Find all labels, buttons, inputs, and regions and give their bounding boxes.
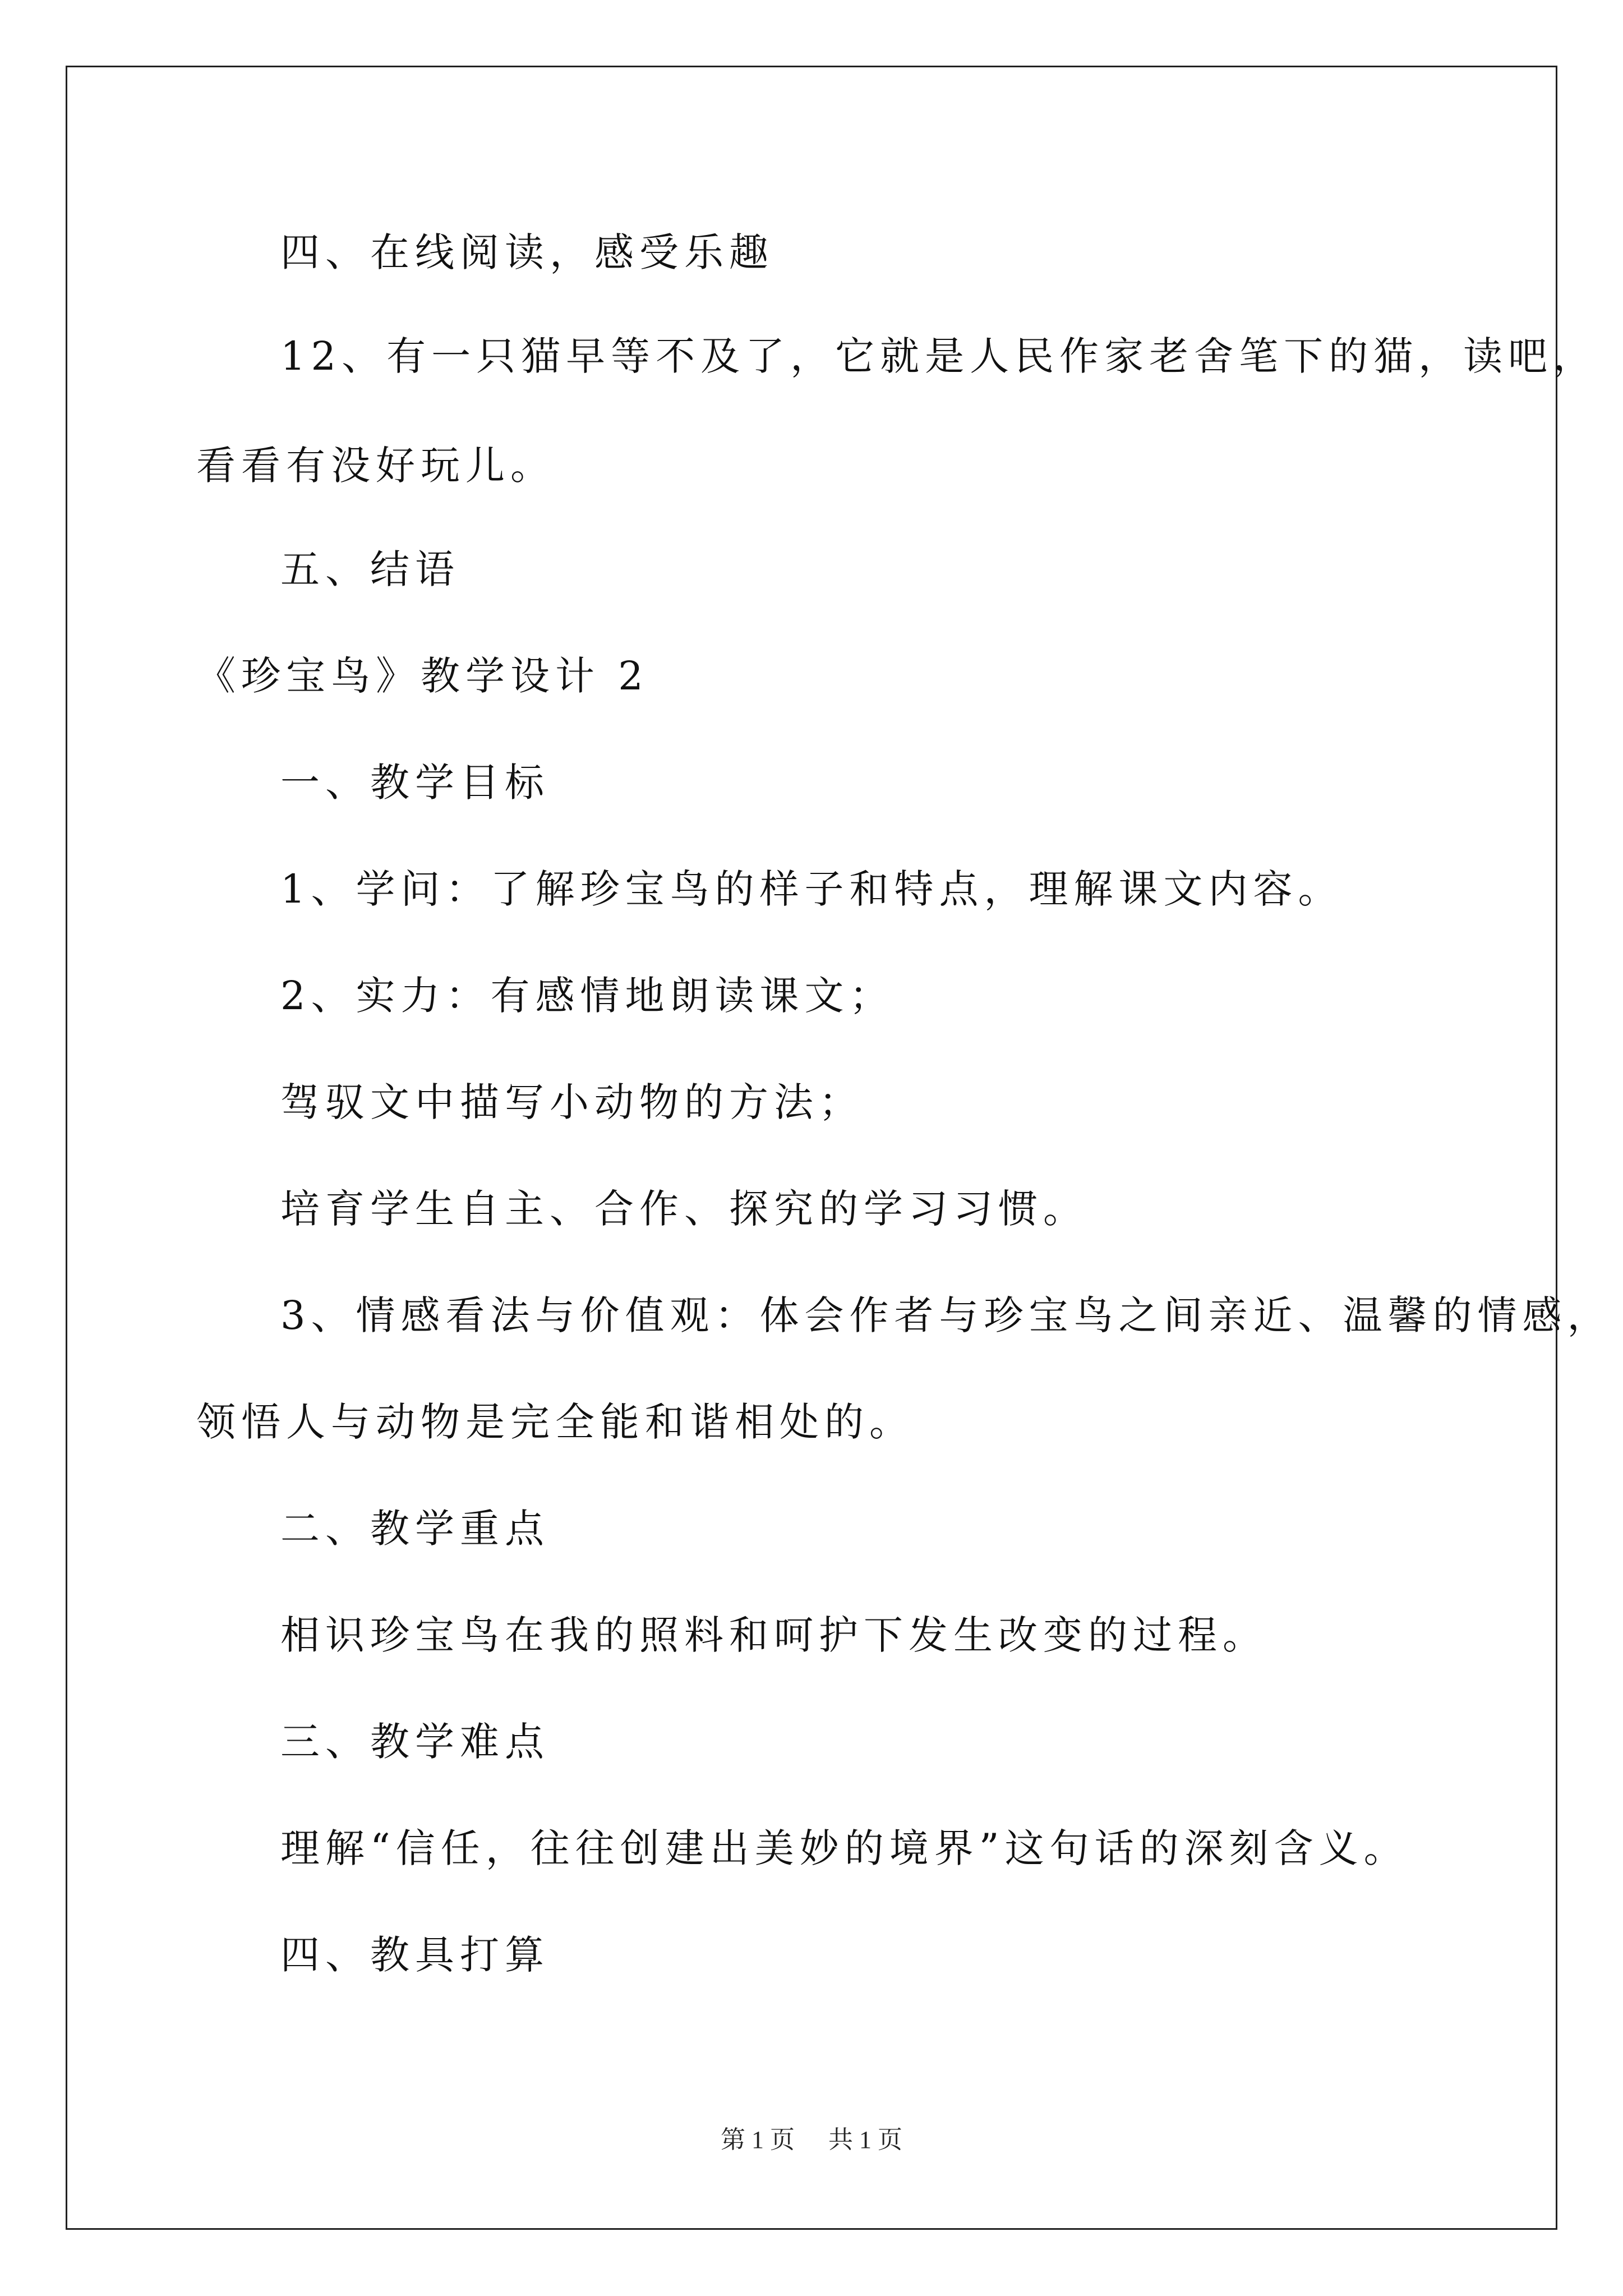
list-item: 2、实力：有感情地朗读课文；: [280, 973, 895, 1019]
page-footer: [0, 2123, 1623, 2157]
list-item: 3、情感看法与价值观：体会作者与珍宝鸟之间亲近、温馨的情感，: [280, 1292, 1612, 1338]
section-heading-online-reading: 四、在线阅读，感受乐趣: [280, 229, 774, 275]
paragraph-line: 12、有一只猫早等不及了，它就是人民作家老舍笔下的猫，读吧，: [280, 333, 1598, 379]
section-heading-difficulties: 三、教学难点: [280, 1719, 550, 1765]
page-border: [66, 66, 1557, 2230]
document-title: 《珍宝鸟》教学设计 2: [196, 653, 649, 699]
paragraph-line: 领悟人与动物是完全能和谐相处的。: [196, 1399, 914, 1445]
paragraph-line: 相识珍宝鸟在我的照料和呵护下发生改变的过程。: [280, 1612, 1267, 1658]
section-heading-teaching-goals: 一、教学目标: [280, 760, 550, 806]
page-number-total: 共 1 页: [828, 2126, 902, 2154]
section-heading-teaching-aids: 四、教具打算: [280, 1932, 550, 1978]
section-heading-key-points: 二、教学重点: [280, 1506, 550, 1552]
paragraph-line: 理解“信任，往往创建出美妙的境界”这句话的深刻含义。: [280, 1825, 1409, 1871]
paragraph-line: 看看有没好玩儿。: [196, 443, 555, 489]
list-item: 1、学问：了解珍宝鸟的样子和特点，理解课文内容。: [280, 866, 1343, 912]
paragraph-line: 驾驭文中描写小动物的方法；: [280, 1079, 864, 1125]
paragraph-line: 培育学生自主、合作、探究的学习习惯。: [280, 1186, 1088, 1232]
page-number-current: 第 1 页: [721, 2126, 795, 2154]
section-heading-conclusion: 五、结语: [280, 546, 460, 592]
